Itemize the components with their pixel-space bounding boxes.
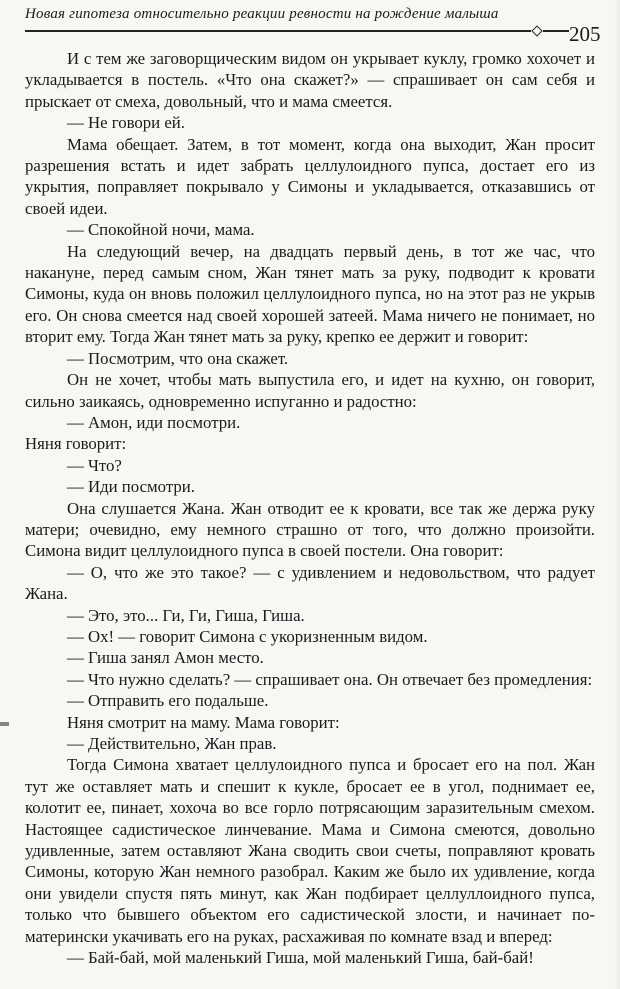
paragraph-dialogue: — Посмотрим, что она скажет. (67, 348, 289, 368)
running-header (25, 5, 601, 46)
running-title: Новая гипотеза относительно реакции ревности на рождение малыша (25, 6, 499, 22)
body-text (25, 48, 595, 968)
paragraph-dialogue: — Отправить его подальше. (67, 691, 269, 711)
paragraph-dialogue: — Иди посмотри. (67, 477, 195, 497)
diamond-ornament-icon (531, 25, 542, 36)
paragraph-dialogue: — Спокойной ночи, мама. (67, 220, 255, 240)
paragraph-dialogue: — О, что же это такое? — с удивлением и недовольством, что радует Жана. (25, 562, 595, 604)
paragraph-dialogue: — Что нужно сделать? — спрашивает она. Он отвечает без промедления: (67, 669, 593, 689)
paragraph-dialogue: — Ох! — говорит Симона с укоризненным видом. (67, 626, 428, 646)
paragraph: Мама обещает. Затем, в тот момент, когда она выходит, Жан просит разрешения встать и идет забрать целлулоидного пупса, достает его из укрытия, поправляет покрывало у Симоны и укладывается, отказавшись от своей идеи. (25, 134, 595, 218)
paragraph-dialogue: — Не говори ей. (67, 113, 185, 133)
paragraph: Тогда Симона хватает целлулоидного пупса и бросает его на пол. Жан тут же оставляет мать и спешит к кукле, бросает ее в угол, поднимает ее, колотит ее, пинает, хохоча во все горло потрясающим заразительным смехом. Настоящее садистическое линчевание. Мама и Симона смеются, довольно удивленные, затем оставляют Жана сводить свои счеты, поправляют кровать Симоны, которую Жан немного разобрал. Каким же было их удивление, когда они увидели спустя пять минут, как Жан подбирает целлуллоидного пупса, только что бывшего объектом его садистической злости, и начинает по-матерински укачивать его на руках, расхаживая по комнате взад и вперед: (25, 755, 595, 946)
paragraph-dialogue: — Бай-бай, мой маленький Гиша, мой маленький Гиша, бай-бай! (67, 948, 534, 968)
scan-artifact-mark (0, 722, 9, 726)
paragraph: Няня говорит: (25, 434, 127, 454)
paragraph-dialogue: — Амон, иди посмотри. (67, 412, 241, 432)
paragraph-dialogue: — Это, это... Ги, Ги, Гиша, Гиша. (67, 605, 305, 625)
header-rule-right-segment (543, 30, 569, 32)
paragraph: Он не хочет, чтобы мать выпустила его, и идет на кухню, он говорит, сильно заикаясь, одновременно испуганно и радостно: (25, 370, 595, 411)
paragraph: На следующий вечер, на двадцать первый день, в тот же час, что накануне, перед самым сном, Жан тянет мать за руку, подводит к кровати Симоны, куда он вновь положил целлулоидного пупса, но на этот раз не укрыв его. Он снова смеется над своей хорошей затеей. Мама ничего не понимает, но вторит ему. Тогда Жан тянет мать за руку, крепко ее держит и говорит: (25, 241, 595, 347)
page-number: 205 (569, 21, 601, 46)
paragraph: Она слушается Жана. Жан отводит ее к кровати, все так же держа руку матери; очевидно, ему немного страшно от того, что должно произойти. Симона видит целлулоидного пупса в своей постели. Она говорит: (25, 498, 595, 561)
paragraph-dialogue: — Что? (67, 455, 122, 475)
paragraph-dialogue: — Гиша занял Амон место. (67, 648, 264, 668)
paragraph: Няня смотрит на маму. Мама говорит: (67, 712, 340, 732)
header-rule-left-segment (25, 30, 531, 32)
paragraph: И с тем же заговорщическим видом он укрывает куклу, громко хохочет и укладывается в постель. «Что она скажет?» — спрашивает он сам себя и прыскает от смеха, довольный, что и мама смеется. (25, 49, 595, 111)
header-rule (25, 21, 601, 46)
paragraph-dialogue: — Действительно, Жан прав. (67, 734, 277, 753)
